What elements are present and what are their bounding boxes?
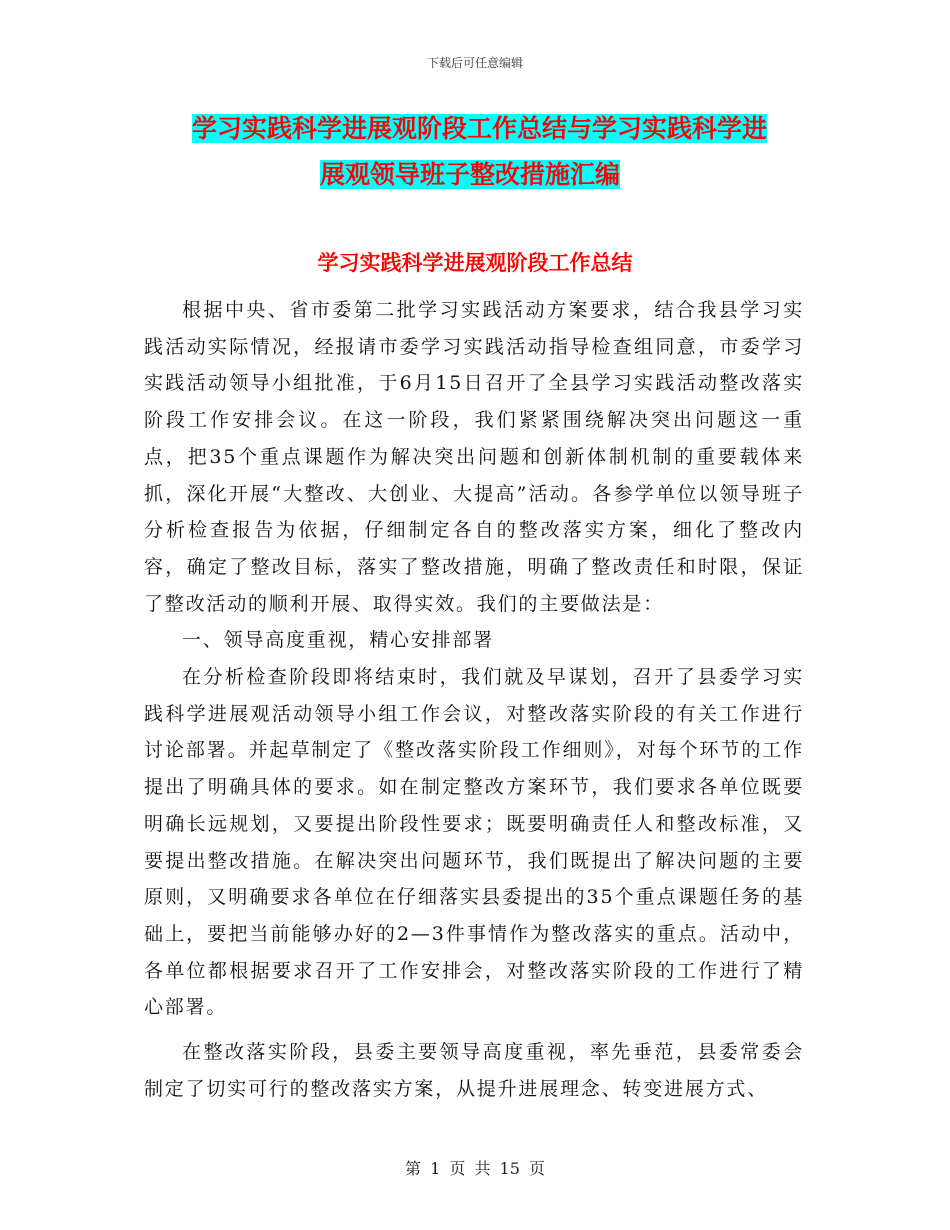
paragraph-rectification: 在整改落实阶段，县委主要领导高度重视，率先垂范，县委常委会制定了切实可行的整改落实方案，从提升进展理念、转变进展方式、 — [144, 1041, 804, 1100]
header-note: 下载后可任意编辑 — [426, 56, 523, 70]
paragraph-intro: 根据中央、省市委第二批学习实践活动方案要求，结合我县学习实践活动实际情况，经报请市委学习实践活动指导检查组同意，市委学习实践活动领导小组批准，于6月15日召开了全县学习实践活动整改落实阶段工作安排会议。在这一阶段，我们紧紧围绕解决突出问题这一重点，把35个重点课题作为解决突出问题和创新体制机制的重要载体来抓，深化开展“大整改、大创业、大提高”活动。各参学单位以领导班子分析检查报告为依据，仔细制定各自的整改落实方案，细化了整改内容，确定了整改目标，落实了整改措施，明确了整改责任和时限，保证了整改活动的顺利开展、取得实效。我们的主要做法是： — [144, 299, 804, 615]
paragraph-analysis: 在分析检查阶段即将结束时，我们就及早谋划，召开了县委学习实践科学进展观活动领导小组工作会议，对整改落实阶段的有关工作进行讨论部署。并起草制定了《整改落实阶段工作细则》，对每个环节的工作提出了明确具体的要求。如在制定整改方案环节，我们要求各单位既要明确长远规划，又要提出阶段性要求；既要明确责任人和整改标准，又要提出整改措施。在解决突出问题环节，我们既提出了解决问题的主要原则，又明确要求各单位在仔细落实县委提出的35个重点课题任务的基础上，要把当前能够办好的2—3件事情作为整改落实的重点。活动中，各单位都根据要求召开了工作安排会，对整改落实阶段的工作进行了精心部署。 — [144, 666, 804, 1019]
page-number-footer: 第 1 页 共 15 页 — [405, 1159, 545, 1178]
document-title-line-1 — [150, 106, 810, 152]
document-title — [150, 106, 810, 198]
section-title: 学习实践科学进展观阶段工作总结 — [317, 251, 633, 275]
document-title-line-2 — [150, 152, 810, 198]
body-text — [144, 292, 804, 1107]
title-highlight-2: 展观领导班子整改措施汇编 — [320, 160, 621, 189]
paragraph-heading-1: 一、领导高度重视，精心安排部署 — [182, 629, 495, 652]
title-highlight-1: 学习实践科学进展观阶段工作总结与学习实践科学进 — [192, 114, 768, 143]
